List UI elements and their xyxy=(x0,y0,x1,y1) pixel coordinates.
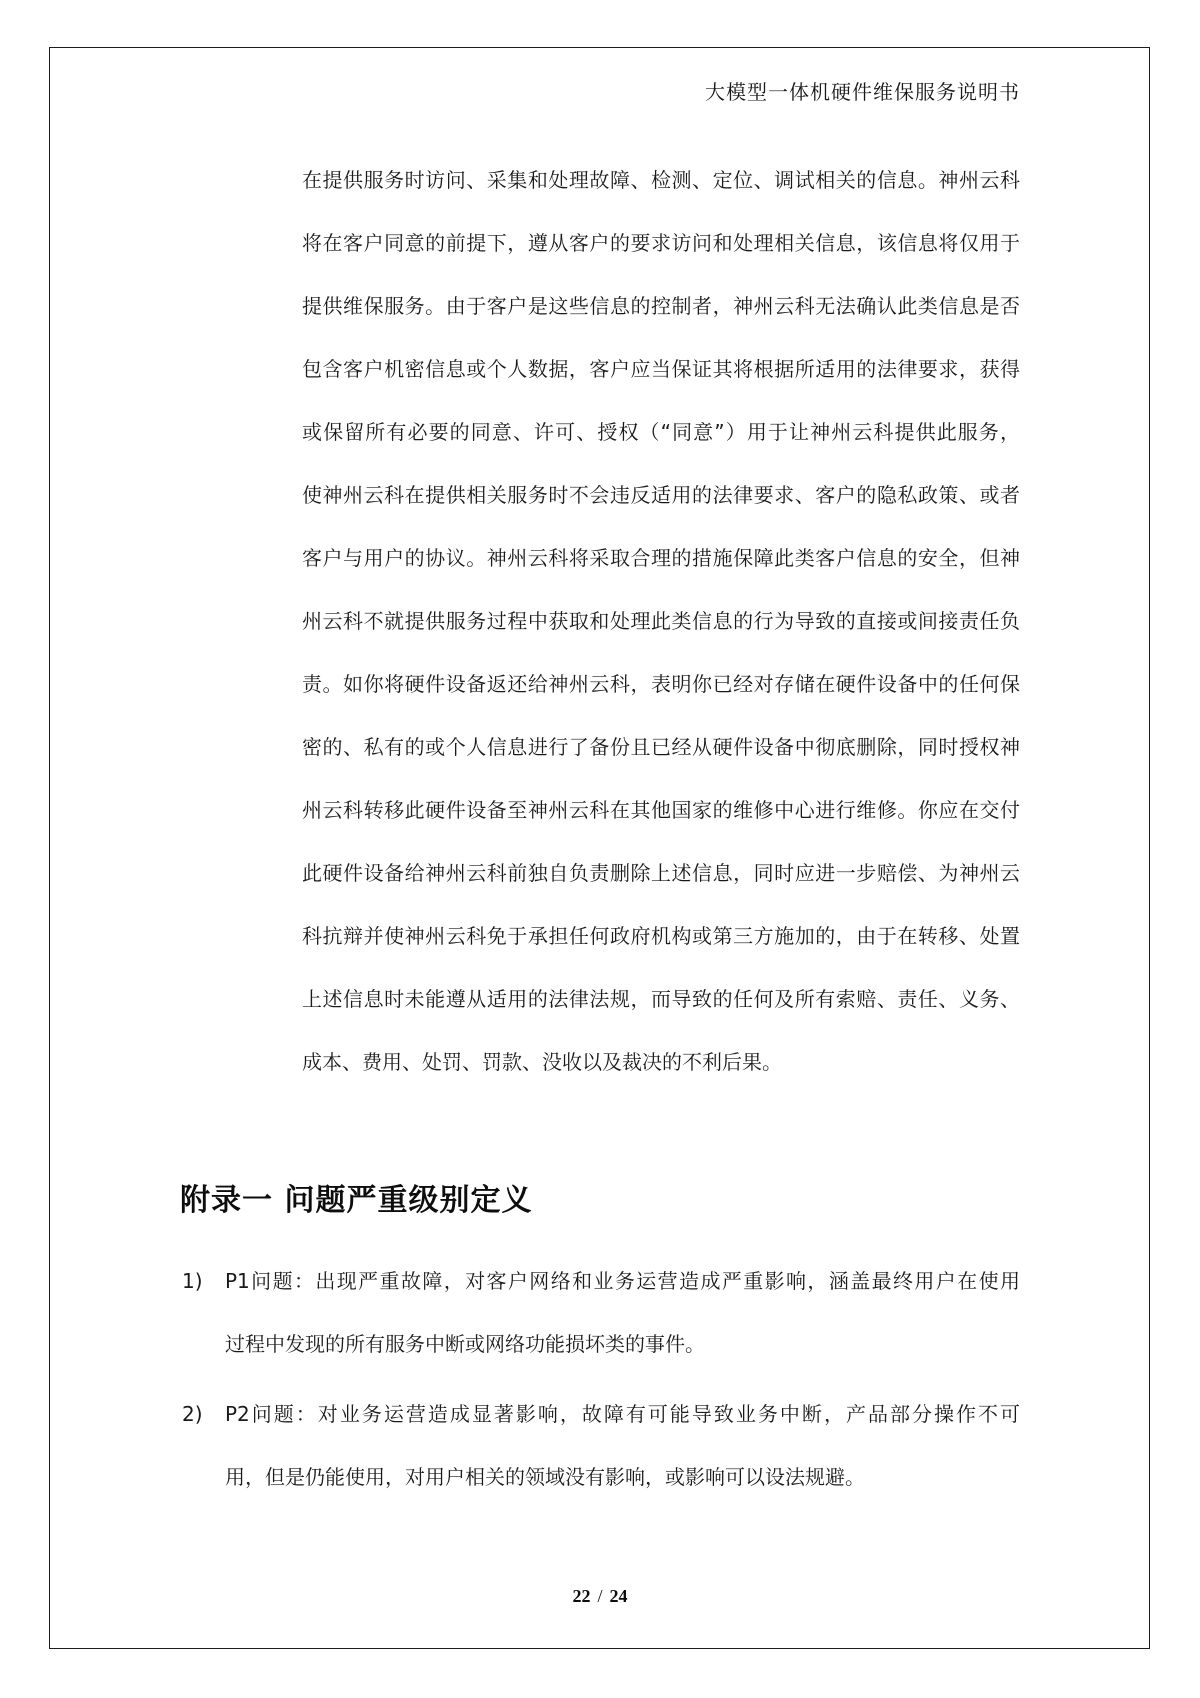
list-item-p2 xyxy=(182,1383,1020,1509)
page-number-total: 24 xyxy=(609,1586,628,1606)
paragraph-line: 上述信息时未能遵从适用的法律法规，而导致的任何及所有索赔、责任、义务、 xyxy=(302,987,1020,1011)
paragraph-line: 州云科不就提供服务过程中获取和处理此类信息的行为导致的直接或间接责任负 xyxy=(302,609,1020,633)
list-item-line: P2问题：对业务运营造成显著影响，故障有可能导致业务中断，产品部分操作不可 xyxy=(225,1402,1020,1426)
paragraph-line: 州云科转移此硬件设备至神州云科在其他国家的维修中心进行维修。你应在交付 xyxy=(302,798,1020,822)
paragraph-line: 提供维保服务。由于客户是这些信息的控制者，神州云科无法确认此类信息是否 xyxy=(302,294,1020,318)
list-item-text xyxy=(225,1250,1020,1376)
paragraph-line: 在提供服务时访问、采集和处理故障、检测、定位、调试相关的信息。神州云科 xyxy=(302,168,1020,192)
list-item-number: 2) xyxy=(182,1402,203,1426)
paragraph-line: 此硬件设备给神州云科前独自负责删除上述信息，同时应进一步赔偿、为神州云 xyxy=(302,861,1020,885)
list-item-line: P1问题：出现严重故障，对客户网络和业务运营造成严重影响，涵盖最终用户在使用 xyxy=(225,1269,1020,1293)
list-item-p1 xyxy=(182,1250,1020,1376)
list-item-line: 用，但是仍能使用，对用户相关的领域没有影响，或影响可以设法规避。 xyxy=(225,1465,865,1489)
appendix-heading: 附录一 问题严重级别定义 xyxy=(180,1183,533,1218)
page-number xyxy=(0,1583,1200,1609)
body-paragraph xyxy=(302,149,1020,1094)
list-item-number: 1) xyxy=(182,1269,203,1293)
paragraph-line: 使神州云科在提供相关服务时不会违反适用的法律要求、客户的隐私政策、或者 xyxy=(302,483,1020,507)
paragraph-line: 成本、费用、处罚、罚款、没收以及裁决的不利后果。 xyxy=(302,1050,782,1074)
paragraph-line: 包含客户机密信息或个人数据，客户应当保证其将根据所适用的法律要求，获得 xyxy=(302,357,1020,381)
paragraph-line: 或保留所有必要的同意、许可、授权（“同意”）用于让神州云科提供此服务， xyxy=(302,420,1020,444)
page-number-current: 22 xyxy=(572,1586,591,1606)
page-number-separator: / xyxy=(597,1586,603,1606)
page-header-title: 大模型一体机硬件维保服务说明书 xyxy=(705,82,1020,104)
paragraph-line: 客户与用户的协议。神州云科将采取合理的措施保障此类客户信息的安全，但神 xyxy=(302,546,1020,570)
paragraph-line: 责。如你将硬件设备返还给神州云科，表明你已经对存储在硬件设备中的任何保 xyxy=(302,672,1020,696)
paragraph-line: 将在客户同意的前提下，遵从客户的要求访问和处理相关信息，该信息将仅用于 xyxy=(302,231,1020,255)
paragraph-line: 科抗辩并使神州云科免于承担任何政府机构或第三方施加的，由于在转移、处置 xyxy=(302,924,1020,948)
paragraph-line: 密的、私有的或个人信息进行了备份且已经从硬件设备中彻底删除，同时授权神 xyxy=(302,735,1020,759)
list-item-line: 过程中发现的所有服务中断或网络功能损坏类的事件。 xyxy=(225,1332,705,1356)
list-item-text xyxy=(225,1383,1020,1509)
